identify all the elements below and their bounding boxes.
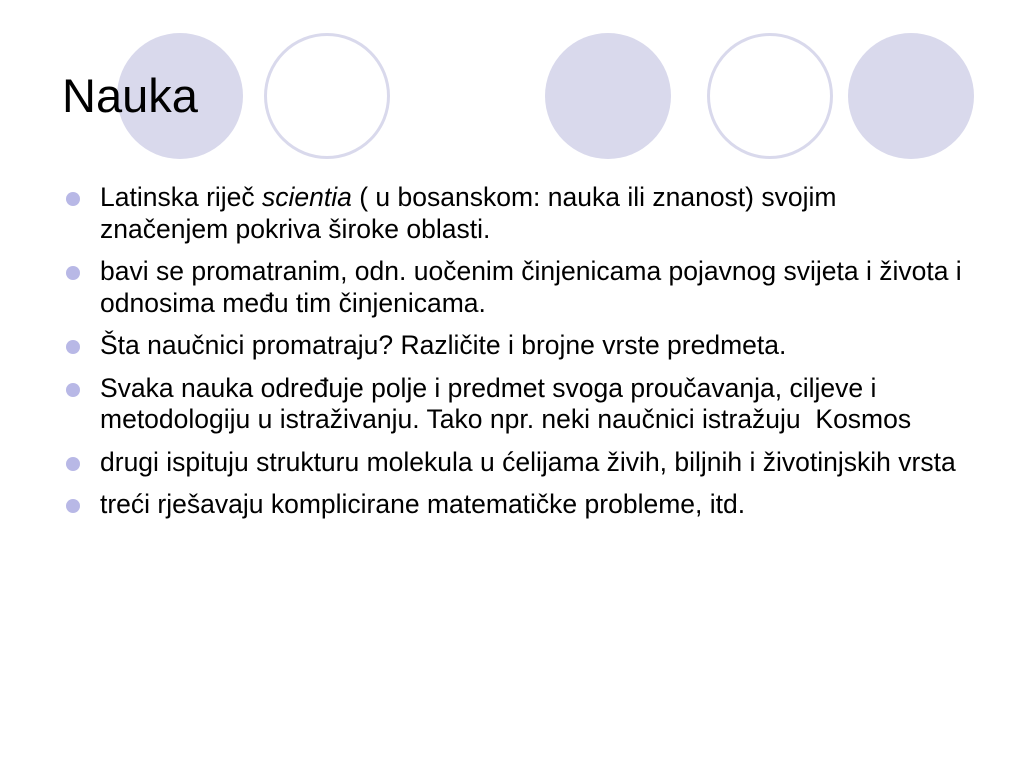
- bullet-text: Šta naučnici promatraju? Različite i brojne vrste predmeta.: [100, 330, 787, 360]
- bullet-icon: [66, 192, 80, 206]
- decorative-circle-outline: [707, 33, 833, 159]
- bullet-item: [66, 256, 966, 319]
- bullet-text: drugi ispituju strukturu molekula u ćelijama živih, biljnih i životinjskih vrsta: [100, 446, 956, 477]
- bullet-text-part: Latinska riječ: [100, 182, 263, 212]
- decorative-circle-filled: [848, 33, 974, 159]
- bullet-item: [66, 182, 966, 245]
- bullet-text: [100, 182, 836, 244]
- slide-title: Nauka: [62, 69, 198, 122]
- bullet-icon: [66, 499, 80, 513]
- bullet-item: [66, 447, 966, 479]
- bullet-icon: [66, 266, 80, 280]
- bullet-icon: [66, 340, 80, 354]
- bullet-item: [66, 489, 966, 521]
- bullet-text: Svaka nauka određuje polje i predmet svoga proučavanja, ciljeve i metodologiju u istraživanju. Tako npr. neki naučnici istražuju Kosmos: [100, 372, 912, 434]
- bullet-list: [66, 182, 966, 532]
- decorative-circle-filled: [545, 33, 671, 159]
- bullet-item: [66, 330, 966, 362]
- bullet-item: [66, 373, 966, 436]
- bullet-text: treći rješavaju komplicirane matematičke probleme, itd.: [100, 489, 746, 519]
- bullet-text-italic: scientia: [262, 182, 352, 212]
- bullet-text-part: ( u bosanskom: nauka ili znanost) svojim značenjem pokriva široke oblasti.: [100, 182, 837, 244]
- decorative-circle-outline: [264, 33, 390, 159]
- bullet-icon: [66, 383, 80, 397]
- bullet-icon: [66, 457, 80, 471]
- bullet-text: bavi se promatranim, odn. uočenim činjenicama pojavnog svijeta i života i odnosima među tim činjenicama.: [100, 256, 962, 318]
